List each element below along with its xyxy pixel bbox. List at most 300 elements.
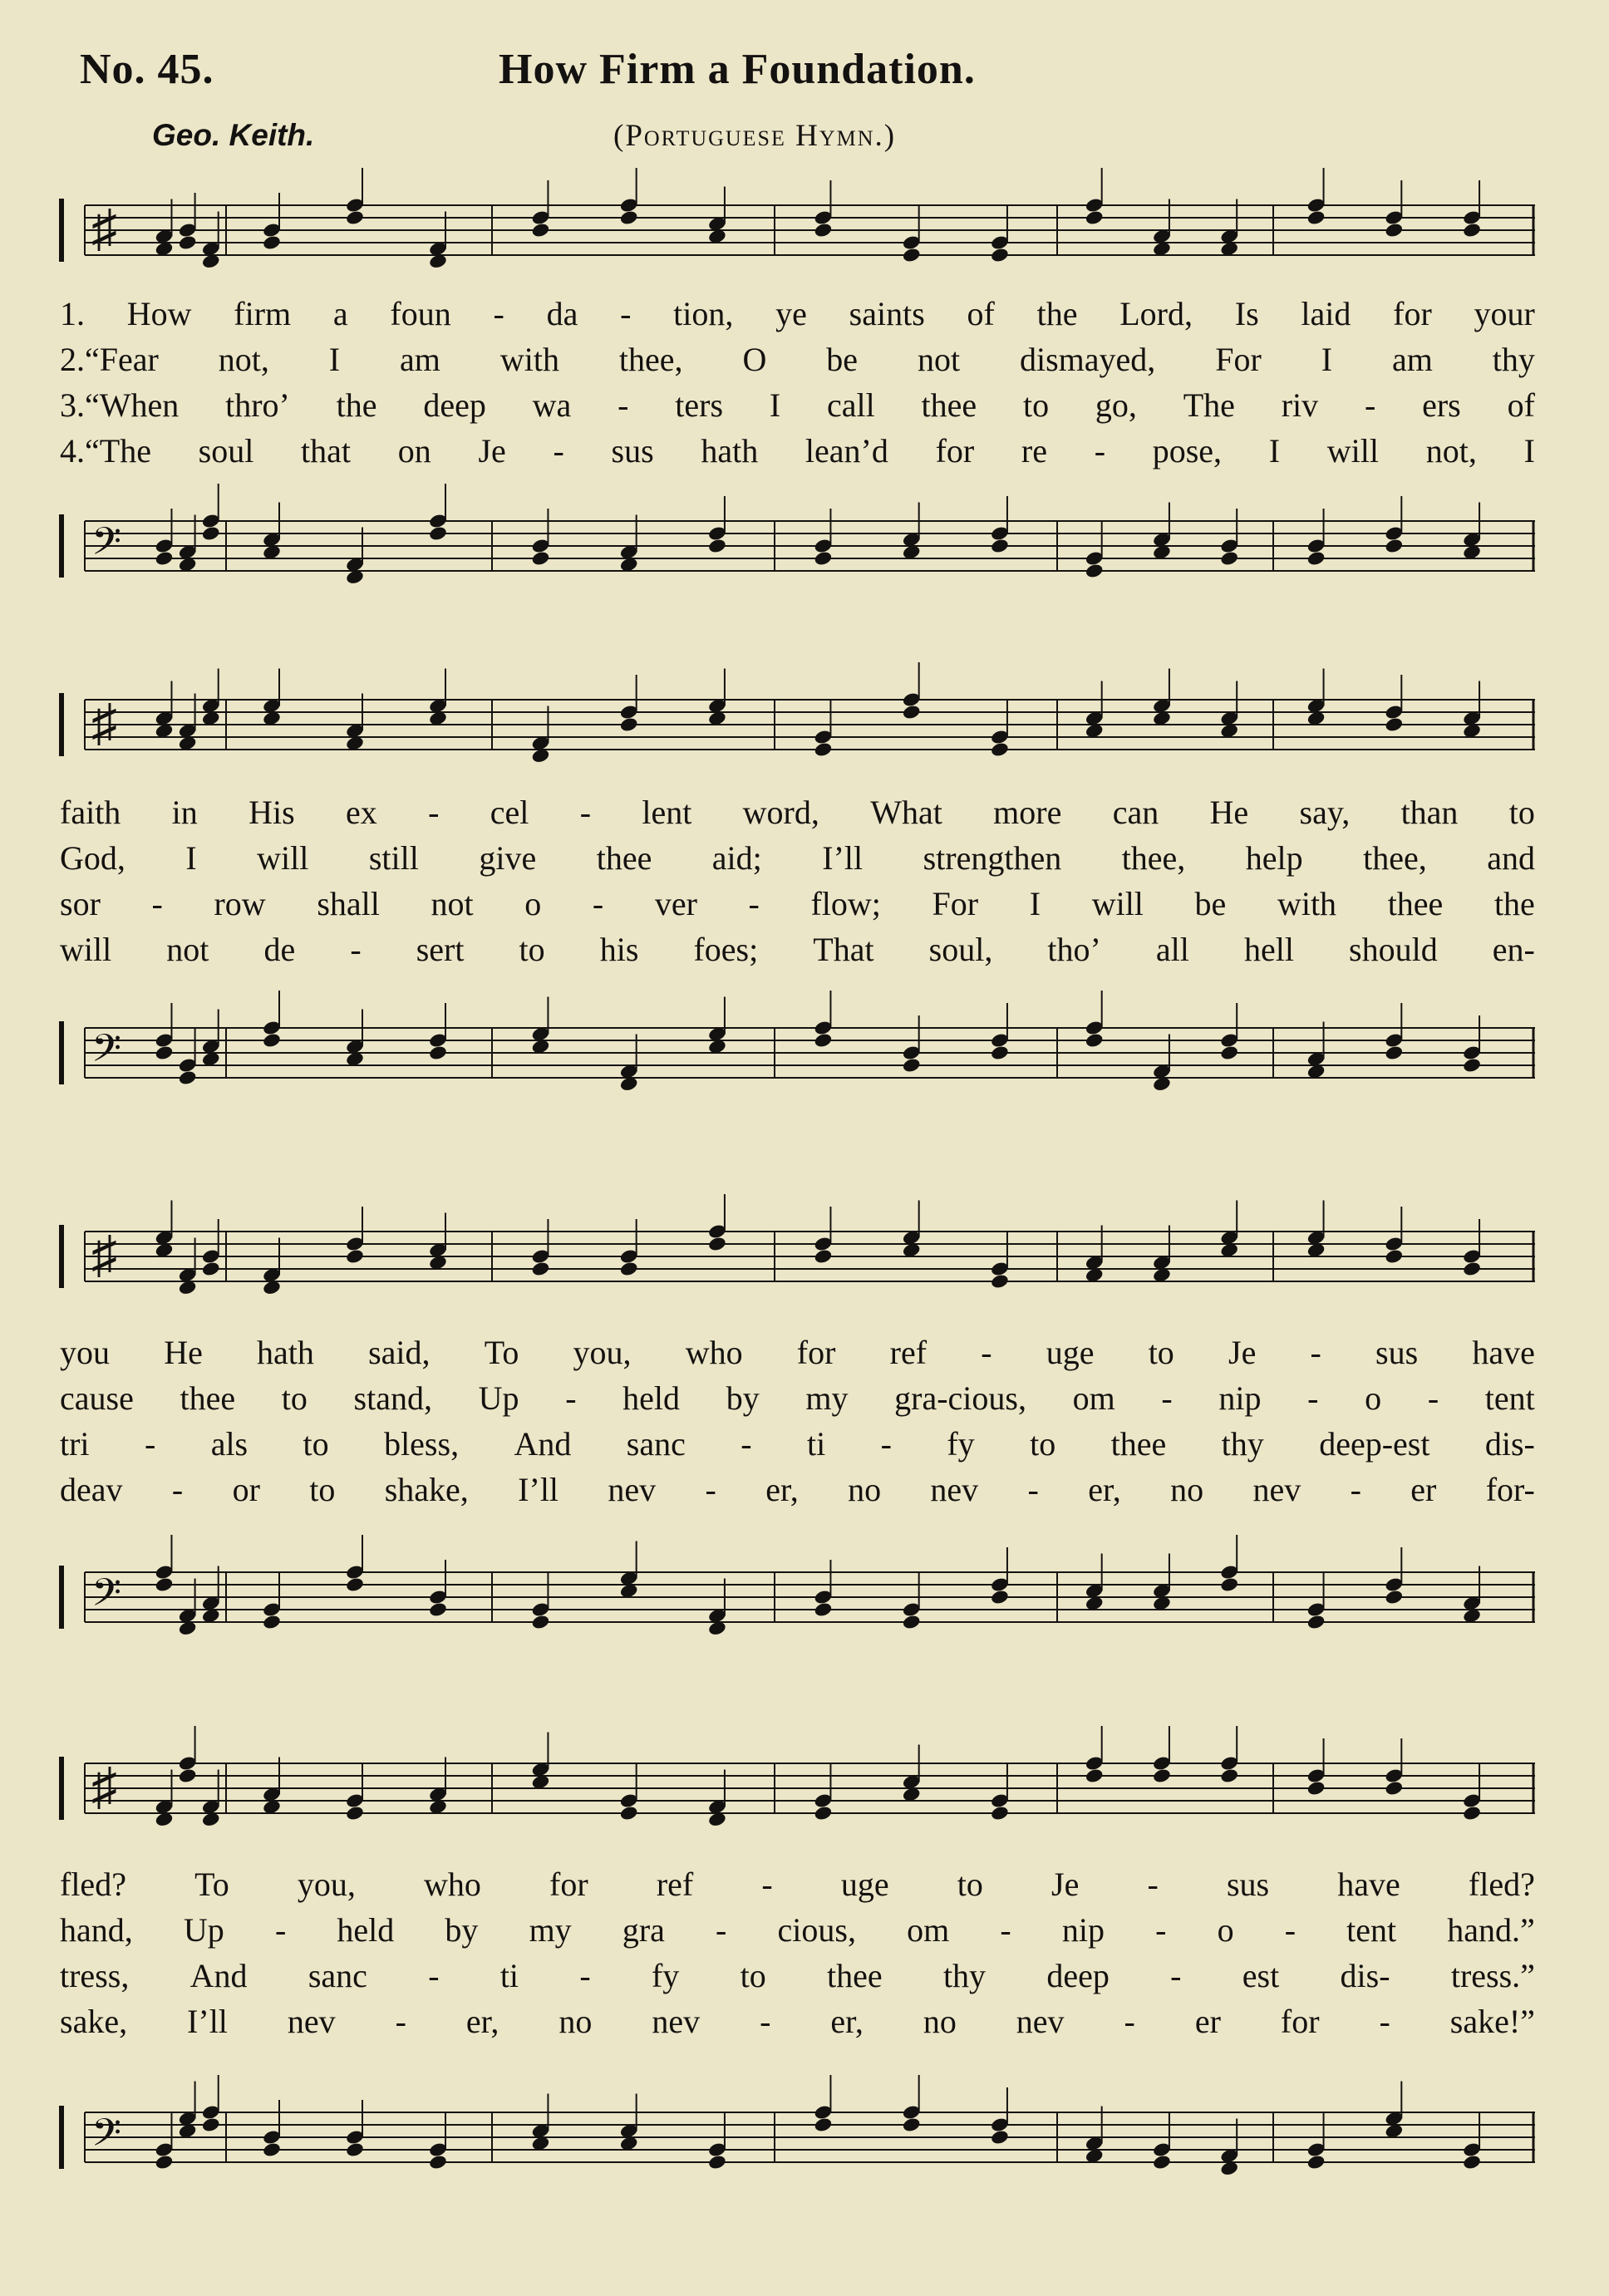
lyric-word: fy xyxy=(651,1957,680,1994)
lyrics-block-1 xyxy=(60,291,1535,474)
lyric-word: - xyxy=(760,2003,771,2040)
lyric-word: for xyxy=(1393,295,1432,332)
lyric-word: of xyxy=(967,295,995,332)
lyric-word: For xyxy=(932,885,979,922)
notehead xyxy=(814,1248,834,1265)
lyric-word: - xyxy=(428,794,440,831)
lyric-word: sus xyxy=(1226,1866,1270,1903)
lyric-word: 2.“Fear xyxy=(60,341,159,378)
lyric-word: nev xyxy=(1016,2003,1065,2040)
lyric-word: er, xyxy=(765,1471,799,1508)
lyrics-block-4 xyxy=(60,1861,1535,2044)
treble-staff-4 xyxy=(60,1745,1535,1845)
notehead xyxy=(707,538,727,554)
lyric-word: That xyxy=(813,931,874,968)
lyric-word: Is xyxy=(1234,295,1259,332)
lyric-word: thy xyxy=(1221,1425,1264,1463)
lyric-word: sake!” xyxy=(1449,2003,1535,2040)
lyric-word: can xyxy=(1112,794,1159,831)
lyric-word: thy xyxy=(1492,341,1535,378)
lyric-word: - xyxy=(1350,1471,1361,1508)
lyric-word: thee, xyxy=(618,341,683,378)
lyric-word: the xyxy=(1493,885,1535,922)
lyric-word: am xyxy=(400,341,440,378)
lyric-word: my xyxy=(805,1379,849,1417)
notehead xyxy=(990,741,1010,758)
lyric-word: deep xyxy=(423,386,486,424)
lyric-word: The xyxy=(1183,386,1235,424)
lyric-word: in xyxy=(171,794,198,831)
notehead xyxy=(345,1248,365,1265)
lyric-word: - xyxy=(880,1425,892,1463)
lyric-word: 3.“When xyxy=(60,386,180,424)
lyric-word: tress, xyxy=(60,1957,130,1994)
lyric-word: all xyxy=(1155,931,1189,968)
lyric-word: or xyxy=(232,1471,260,1508)
lyric-word: tho’ xyxy=(1047,931,1101,968)
lyric-word: - xyxy=(592,885,604,922)
lyric-line xyxy=(60,1861,1535,1907)
notehead xyxy=(1385,538,1405,554)
bass-clef-icon: 𝄢 xyxy=(91,2112,122,2164)
lyric-word: to xyxy=(1030,1425,1056,1463)
lyric-word: thee xyxy=(827,1957,883,1994)
lyric-word: nip xyxy=(1218,1379,1262,1417)
lyric-word: - xyxy=(1170,1957,1182,1994)
lyric-word: no xyxy=(558,2003,593,2040)
notehead xyxy=(178,1069,198,1086)
lyric-word: bless, xyxy=(384,1425,460,1463)
music-system-2 xyxy=(60,673,1535,1105)
lyric-word: saints xyxy=(849,295,925,332)
lyric-word: - xyxy=(1379,2003,1390,2040)
lyric-word: call xyxy=(826,386,875,424)
lyric-word: And xyxy=(514,1425,572,1463)
notehead xyxy=(902,1057,922,1074)
lyric-word: my xyxy=(529,1911,572,1949)
lyric-word: thee, xyxy=(1121,839,1186,877)
hymn-number: No. 45. xyxy=(80,46,214,93)
lyric-word: to xyxy=(1508,794,1535,831)
lyric-word: - xyxy=(1155,1911,1167,1949)
notehead xyxy=(990,1273,1010,1290)
notehead xyxy=(345,1805,365,1822)
notehead xyxy=(1085,563,1105,579)
lyric-word: His xyxy=(248,794,295,831)
notehead xyxy=(1219,1576,1239,1593)
notehead xyxy=(1306,550,1326,567)
lyric-word: tri xyxy=(60,1425,90,1463)
lyric-word: ye xyxy=(775,295,807,332)
lyric-word: 4.“The xyxy=(60,432,151,470)
lyric-word: I’ll xyxy=(518,1471,559,1508)
notehead xyxy=(1085,1767,1105,1784)
notehead xyxy=(262,234,282,251)
notehead xyxy=(990,2129,1010,2146)
treble-staff-1 xyxy=(60,187,1535,287)
lyric-word: om xyxy=(1072,1379,1115,1417)
lyric-word: hath xyxy=(701,432,759,470)
lyric-word: lent xyxy=(642,794,692,831)
lyric-line xyxy=(60,1330,1535,1375)
lyric-word: - xyxy=(705,1471,716,1508)
lyric-line xyxy=(60,337,1535,382)
lyric-word: - xyxy=(171,1471,184,1508)
lyric-word: I xyxy=(1321,341,1333,378)
lyric-word: I xyxy=(185,839,197,877)
lyric-word: the xyxy=(1036,295,1078,332)
lyric-word: - xyxy=(493,295,504,332)
lyric-word: tent xyxy=(1346,1911,1397,1949)
lyric-word: said, xyxy=(368,1334,431,1371)
lyric-word: help xyxy=(1245,839,1303,877)
lyric-line xyxy=(60,927,1535,972)
treble-staff-3 xyxy=(60,1213,1535,1313)
lyric-word: - xyxy=(1124,2003,1135,2040)
lyric-word: should xyxy=(1349,931,1438,968)
lyric-word: foun xyxy=(390,295,451,332)
lyric-word: that xyxy=(301,432,352,470)
lyric-word: for xyxy=(1280,2003,1320,2040)
music-system-3 xyxy=(60,1205,1535,1637)
lyric-word: of xyxy=(1507,386,1535,424)
notehead xyxy=(262,1032,282,1049)
lyric-word: will xyxy=(257,839,309,877)
lyric-word: I xyxy=(1523,432,1535,470)
lyric-word: - xyxy=(579,794,592,831)
bass-staff-1 xyxy=(60,503,1535,602)
lyric-line xyxy=(60,881,1535,927)
lyric-word: to xyxy=(309,1471,336,1508)
lyric-word: with xyxy=(499,341,559,378)
lyric-word: sus xyxy=(611,432,654,470)
bass-staff-2 xyxy=(60,1010,1535,1109)
hymn-tune: (Portuguese Hymn.) xyxy=(613,119,897,153)
notehead xyxy=(1385,1589,1405,1605)
lyric-word: I xyxy=(769,386,781,424)
notehead xyxy=(1462,1805,1482,1822)
lyric-word: have xyxy=(1337,1866,1400,1903)
lyric-line xyxy=(60,291,1535,337)
lyric-word: not, xyxy=(1425,432,1477,470)
lyric-word: gra-cious, xyxy=(894,1379,1026,1417)
lyric-word: wa xyxy=(532,386,572,424)
lyric-word: will xyxy=(1326,432,1380,470)
lyric-word: to xyxy=(740,1957,766,1994)
lyric-word: er, xyxy=(830,2003,864,2040)
notehead xyxy=(814,550,834,567)
notehead xyxy=(201,1261,221,1277)
lyric-word: o xyxy=(1365,1379,1382,1417)
lyric-word: ti xyxy=(499,1957,519,1994)
lyric-word: da xyxy=(546,295,578,332)
lyric-word: - xyxy=(579,1957,591,1994)
lyric-word: you, xyxy=(297,1866,356,1903)
lyric-word: nev xyxy=(652,2003,701,2040)
lyric-word: to xyxy=(303,1425,329,1463)
lyric-word: aid; xyxy=(711,839,762,877)
notehead xyxy=(178,234,198,251)
lyric-word: als xyxy=(210,1425,248,1463)
lyric-word: For xyxy=(1215,341,1262,378)
lyric-word: give xyxy=(479,839,537,877)
lyric-word: stand, xyxy=(353,1379,432,1417)
lyric-word: - xyxy=(428,1957,440,1994)
lyric-word: om xyxy=(907,1911,950,1949)
lyric-word: - xyxy=(748,885,760,922)
lyric-word: dis- xyxy=(1340,1957,1390,1994)
lyric-word: ex xyxy=(346,794,377,831)
notehead xyxy=(1219,550,1239,567)
lyric-word: - xyxy=(350,931,362,968)
notehead xyxy=(990,1805,1010,1822)
lyric-word: er, xyxy=(1088,1471,1121,1508)
lyric-word: no xyxy=(1170,1471,1204,1508)
lyric-word: for xyxy=(549,1866,588,1903)
notehead xyxy=(201,2117,221,2133)
lyric-word: no xyxy=(848,1471,882,1508)
lyric-word: for xyxy=(935,432,975,470)
lyric-word: cious, xyxy=(777,1911,856,1949)
lyric-word: ver xyxy=(654,885,697,922)
lyric-word: more xyxy=(993,794,1062,831)
notehead xyxy=(1306,2154,1326,2171)
lyric-word: soul, xyxy=(928,931,993,968)
notehead xyxy=(201,525,221,542)
hymn-title: How Firm a Foundation. xyxy=(499,46,976,93)
lyric-word: by xyxy=(726,1379,760,1417)
notehead xyxy=(1085,209,1105,226)
lyrics-block-3 xyxy=(60,1330,1535,1512)
treble-staff-2 xyxy=(60,681,1535,781)
lyric-word: nev xyxy=(287,2003,336,2040)
notehead xyxy=(1385,716,1405,733)
lyric-word: deep-est xyxy=(1319,1425,1430,1463)
lyric-word: - xyxy=(1284,1911,1297,1949)
lyric-word: shake, xyxy=(384,1471,469,1508)
lyric-word: en- xyxy=(1492,931,1535,968)
lyric-word: not, xyxy=(218,341,269,378)
lyric-line xyxy=(60,428,1535,474)
notehead xyxy=(990,1045,1010,1061)
notehead xyxy=(902,704,922,720)
notehead xyxy=(1385,222,1405,238)
treble-clef-icon: ♯ xyxy=(91,696,117,752)
lyric-word: - xyxy=(1161,1379,1173,1417)
lyric-word: nev xyxy=(1252,1471,1301,1508)
lyric-word: to xyxy=(519,931,545,968)
notehead xyxy=(1462,2154,1482,2171)
lyric-word: re xyxy=(1021,432,1047,470)
lyric-word: laid xyxy=(1301,295,1351,332)
lyric-word: hell xyxy=(1243,931,1294,968)
lyric-word: thee, xyxy=(1363,839,1427,877)
notehead xyxy=(155,1576,175,1593)
notehead xyxy=(814,2117,834,2133)
lyric-word: firm xyxy=(234,295,292,332)
lyric-word: o xyxy=(524,885,542,922)
lyrics-block-2 xyxy=(60,789,1535,972)
hymn-author: Geo. Keith. xyxy=(152,118,315,152)
lyric-word: - xyxy=(618,386,629,424)
lyric-word: nev xyxy=(608,1471,657,1508)
lyric-word: you xyxy=(60,1334,110,1371)
lyric-word: ref xyxy=(656,1866,694,1903)
lyric-word: Lord, xyxy=(1119,295,1193,332)
notehead xyxy=(1152,1767,1172,1784)
lyric-word: I xyxy=(1029,885,1041,922)
notehead xyxy=(619,209,639,226)
lyric-word: - xyxy=(741,1425,752,1463)
notehead xyxy=(345,209,365,226)
lyric-word: shall xyxy=(317,885,380,922)
lyric-word: 1. xyxy=(60,295,85,332)
bass-clef-icon: 𝄢 xyxy=(91,1028,122,1079)
lyric-word: est xyxy=(1242,1957,1280,1994)
lyric-word: I xyxy=(328,341,341,378)
notehead xyxy=(1462,222,1482,238)
lyric-word: I’ll xyxy=(187,2003,228,2040)
lyric-word: God, xyxy=(60,839,125,877)
bass-staff-4 xyxy=(60,2094,1535,2194)
lyric-word: - xyxy=(553,432,564,470)
lyric-word: To xyxy=(484,1334,519,1371)
lyric-word: uge xyxy=(1046,1334,1095,1371)
lyric-word: go, xyxy=(1095,386,1137,424)
lyric-line xyxy=(60,1907,1535,1953)
notehead xyxy=(1385,1045,1405,1061)
lyric-word: tent xyxy=(1484,1379,1535,1417)
lyric-word: than xyxy=(1400,794,1459,831)
notehead xyxy=(1219,1045,1239,1061)
lyric-word: a xyxy=(332,295,348,332)
lyric-word: sanc xyxy=(308,1957,367,1994)
lyric-word: you, xyxy=(573,1334,632,1371)
lyric-word: thee xyxy=(596,839,652,877)
lyric-word: faith xyxy=(60,794,121,831)
lyric-word: will xyxy=(1091,885,1144,922)
notehead xyxy=(1462,1057,1482,1074)
notehead xyxy=(531,222,551,238)
notehead xyxy=(814,222,834,238)
notehead xyxy=(1306,209,1326,226)
lyric-word: - xyxy=(151,885,163,922)
lyric-word: who xyxy=(424,1866,481,1903)
notehead xyxy=(814,1601,834,1618)
lyric-word: sake, xyxy=(60,2003,128,2040)
notehead xyxy=(262,2141,282,2158)
lyric-word: o xyxy=(1217,1911,1234,1949)
lyric-word: pose, xyxy=(1152,432,1223,470)
lyric-word: hand.” xyxy=(1447,1911,1535,1949)
lyric-line xyxy=(60,1467,1535,1512)
lyric-word: - xyxy=(144,1425,156,1463)
lyric-word: foes; xyxy=(693,931,759,968)
lyric-word: - xyxy=(1000,1911,1011,1949)
notehead xyxy=(262,1614,282,1630)
lyric-word: am xyxy=(1391,341,1433,378)
lyric-word: not xyxy=(431,885,474,922)
lyric-word: He xyxy=(164,1334,203,1371)
lyric-word: O xyxy=(742,341,767,378)
notehead xyxy=(814,741,834,758)
lyric-word: - xyxy=(1427,1379,1439,1417)
lyric-word: will xyxy=(60,931,112,968)
notehead xyxy=(1385,1780,1405,1797)
notehead xyxy=(155,1045,175,1061)
notehead xyxy=(178,1767,198,1784)
notehead xyxy=(902,1614,922,1630)
lyric-word: Je xyxy=(1051,1866,1080,1903)
lyric-line xyxy=(60,382,1535,428)
lyric-word: Je xyxy=(1228,1334,1257,1371)
lyric-word: Up xyxy=(183,1911,224,1949)
notehead xyxy=(428,1601,448,1618)
lyric-word: hath xyxy=(257,1334,314,1371)
lyric-line xyxy=(60,1375,1535,1421)
lyric-word: flow; xyxy=(810,885,881,922)
lyric-word: - xyxy=(1027,1471,1039,1508)
lyric-word: his xyxy=(599,931,639,968)
lyric-word: - xyxy=(1307,1379,1319,1417)
lyric-word: thro’ xyxy=(225,386,290,424)
music-system-1 xyxy=(60,170,1535,602)
notehead xyxy=(1462,1261,1482,1277)
lyric-line xyxy=(60,1999,1535,2044)
lyric-word: - xyxy=(981,1334,992,1371)
lyric-word: who xyxy=(685,1334,743,1371)
lyric-word: - xyxy=(1094,432,1106,470)
lyric-word: lean’d xyxy=(804,432,888,470)
lyric-word: - xyxy=(1147,1866,1159,1903)
lyric-line xyxy=(60,1421,1535,1467)
notehead xyxy=(1306,1780,1326,1797)
lyric-word: How xyxy=(126,295,192,332)
lyric-word: He xyxy=(1209,794,1249,831)
lyric-word: on xyxy=(397,432,431,470)
lyric-word: ters xyxy=(675,386,724,424)
notehead xyxy=(428,2154,448,2171)
lyric-word: What xyxy=(870,794,942,831)
notehead xyxy=(531,1261,551,1277)
lyric-word: sanc xyxy=(626,1425,686,1463)
lyric-word: to xyxy=(1022,386,1050,424)
lyric-word: thee xyxy=(1387,885,1444,922)
lyric-word: tress.” xyxy=(1450,1957,1535,1994)
notehead xyxy=(990,1589,1010,1605)
lyric-word: held xyxy=(337,1911,395,1949)
lyric-word: to xyxy=(1148,1334,1174,1371)
lyric-word: thee xyxy=(180,1379,236,1417)
lyric-line xyxy=(60,789,1535,835)
treble-clef-icon: ♯ xyxy=(91,1227,117,1284)
lyric-word: de xyxy=(263,931,296,968)
notehead xyxy=(619,716,639,733)
lyric-word: nev xyxy=(930,1471,979,1508)
notehead xyxy=(619,1805,639,1822)
notehead xyxy=(1306,1614,1326,1630)
lyric-word: fy xyxy=(947,1425,975,1463)
lyric-word: no xyxy=(923,2003,957,2040)
notehead xyxy=(814,1805,834,1822)
lyric-word: row xyxy=(214,885,266,922)
notehead xyxy=(1385,1248,1405,1265)
notehead xyxy=(1085,1032,1105,1049)
notehead xyxy=(155,2154,175,2171)
lyric-word: - xyxy=(395,2003,406,2040)
notehead xyxy=(345,1576,365,1593)
lyric-word: - xyxy=(1310,1334,1321,1371)
